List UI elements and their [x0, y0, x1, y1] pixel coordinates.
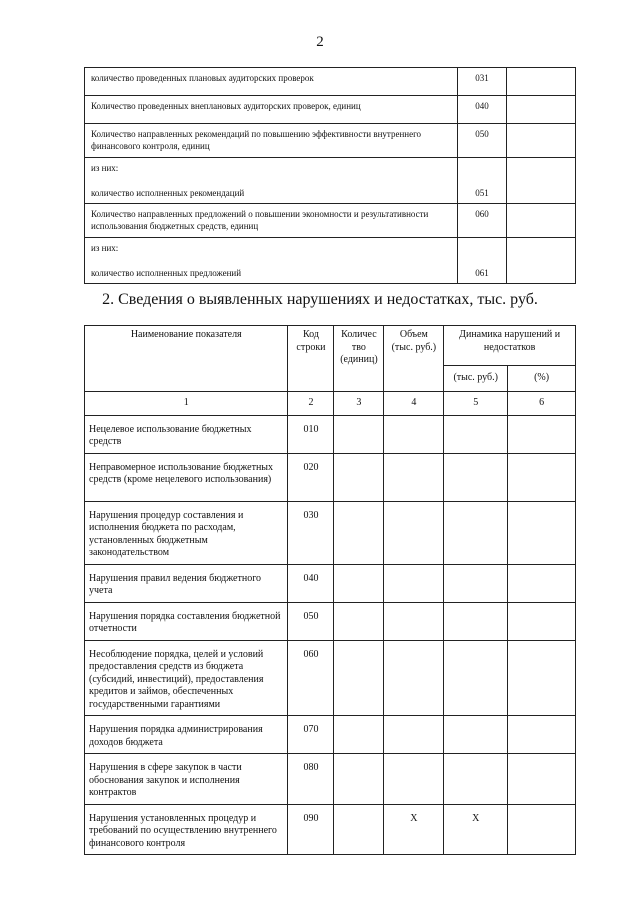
violation-count-cell[interactable]: [334, 564, 384, 602]
violation-row: [85, 564, 576, 602]
violation-name: Нарушения правил ведения бюджетного учета: [85, 564, 288, 602]
audit-row-label: Количество направленных рекомендаций по повышению эффективности внутреннего финансового контроля, единиц: [85, 124, 458, 158]
audit-row-code: [458, 158, 507, 180]
violations-table: [84, 325, 576, 855]
audit-row-label: количество исполненных предложений: [85, 260, 458, 284]
violation-row: [85, 501, 576, 564]
violation-volume-cell[interactable]: X: [384, 804, 444, 855]
violation-code: 040: [288, 564, 334, 602]
audit-row-label: из них:: [85, 158, 458, 180]
audit-row-value[interactable]: [507, 96, 576, 124]
audit-row-value[interactable]: [507, 180, 576, 204]
violation-dyn-rub-cell[interactable]: [444, 640, 508, 716]
violation-code: 030: [288, 501, 334, 564]
violation-dyn-pct-cell[interactable]: [508, 501, 576, 564]
audit-row-label: количество исполненных рекомендаций: [85, 180, 458, 204]
col-number: 6: [508, 392, 576, 416]
audit-row: [85, 124, 576, 158]
audit-row-label: из них:: [85, 238, 458, 260]
audit-row: [85, 96, 576, 124]
audit-row-label: Количество проведенных внеплановых аудиторских проверок, единиц: [85, 96, 458, 124]
violation-name: Неправомерное использование бюджетных средств (кроме нецелевого использования): [85, 453, 288, 501]
violation-name: Нарушения процедур составления и исполнения бюджета по расходам, установленных бюджетным законодательством: [85, 501, 288, 564]
violation-dyn-rub-cell[interactable]: [444, 602, 508, 640]
violation-dyn-rub-cell[interactable]: [444, 415, 508, 453]
audit-row-value[interactable]: [507, 124, 576, 158]
header-volume: Объем (тыс. руб.): [384, 326, 444, 392]
col-number: 3: [334, 392, 384, 416]
violation-code: 090: [288, 804, 334, 855]
violation-volume-cell[interactable]: [384, 640, 444, 716]
violation-row: [85, 415, 576, 453]
violation-row: [85, 804, 576, 855]
header-code: Код строки: [288, 326, 334, 392]
page-number: 2: [316, 34, 324, 50]
header-dynamics: Динамика нарушений и недостатков: [444, 326, 576, 366]
violation-code: 070: [288, 716, 334, 754]
violation-count-cell[interactable]: [334, 501, 384, 564]
violation-code: 010: [288, 415, 334, 453]
header-count: Количес тво (единиц): [334, 326, 384, 392]
violation-code: 050: [288, 602, 334, 640]
violation-count-cell[interactable]: [334, 640, 384, 716]
audit-row-value[interactable]: [507, 204, 576, 238]
audit-row: [85, 180, 576, 204]
violation-dyn-pct-cell[interactable]: [508, 602, 576, 640]
audit-row-code: [458, 238, 507, 260]
violation-count-cell[interactable]: [334, 804, 384, 855]
violation-name: Нарушения порядка составления бюджетной отчетности: [85, 602, 288, 640]
col-number: 2: [288, 392, 334, 416]
violation-dyn-rub-cell[interactable]: [444, 716, 508, 754]
violation-volume-cell[interactable]: [384, 501, 444, 564]
audit-row: [85, 158, 576, 180]
violation-name: Нецелевое использование бюджетных средств: [85, 415, 288, 453]
violation-count-cell[interactable]: [334, 754, 384, 805]
violation-count-cell[interactable]: [334, 716, 384, 754]
violation-count-cell[interactable]: [334, 602, 384, 640]
violation-code: 020: [288, 453, 334, 501]
audit-row-label: количество проведенных плановых аудиторских проверок: [85, 68, 458, 96]
violation-name: Нарушения установленных процедур и требований по осуществлению внутреннего финансового контроля: [85, 804, 288, 855]
violation-code: 060: [288, 640, 334, 716]
audit-counts-table: [84, 67, 576, 284]
violation-row: [85, 453, 576, 501]
violation-volume-cell[interactable]: [384, 602, 444, 640]
violation-row: [85, 754, 576, 805]
violation-count-cell[interactable]: [334, 453, 384, 501]
col-number: 5: [444, 392, 508, 416]
col-number: 4: [384, 392, 444, 416]
audit-row-value[interactable]: [507, 68, 576, 96]
audit-row: [85, 204, 576, 238]
audit-row-label: Количество направленных предложений о повышении экономности и результативности использования бюджетных средств, единиц: [85, 204, 458, 238]
violation-count-cell[interactable]: [334, 415, 384, 453]
audit-row-value[interactable]: [507, 260, 576, 284]
violation-volume-cell[interactable]: [384, 716, 444, 754]
violation-dyn-pct-cell[interactable]: [508, 716, 576, 754]
violation-dyn-pct-cell[interactable]: [508, 415, 576, 453]
header-name: Наименование показателя: [85, 326, 288, 392]
violation-dyn-rub-cell[interactable]: [444, 453, 508, 501]
violation-dyn-rub-cell[interactable]: X: [444, 804, 508, 855]
violation-dyn-pct-cell[interactable]: [508, 640, 576, 716]
violation-volume-cell[interactable]: [384, 564, 444, 602]
violation-row: [85, 716, 576, 754]
violation-volume-cell[interactable]: [384, 453, 444, 501]
audit-row-code: 040: [458, 96, 507, 124]
audit-row: [85, 260, 576, 284]
header-dyn-pct: (%): [508, 366, 576, 392]
violation-dyn-pct-cell[interactable]: [508, 564, 576, 602]
violation-name: Несоблюдение порядка, целей и условий предоставления средств из бюджета (субсидий, инвестиций), предоставления кредитов и займов, обеспеченных государственными гарантиями: [85, 640, 288, 716]
col-number: 1: [85, 392, 288, 416]
violation-row: [85, 640, 576, 716]
violation-dyn-pct-cell[interactable]: [508, 754, 576, 805]
audit-row: [85, 238, 576, 260]
audit-row-code: 060: [458, 204, 507, 238]
audit-row: [85, 68, 576, 96]
violation-volume-cell[interactable]: [384, 754, 444, 805]
violation-row: [85, 602, 576, 640]
audit-row-code: 051: [458, 180, 507, 204]
violation-dyn-rub-cell[interactable]: [444, 564, 508, 602]
audit-row-code: 031: [458, 68, 507, 96]
section-title: 2. Сведения о выявленных нарушениях и недостатках, тыс. руб.: [102, 291, 538, 308]
violation-code: 080: [288, 754, 334, 805]
violation-name: Нарушения в сфере закупок в части обоснования закупок и исполнения контрактов: [85, 754, 288, 805]
audit-row-value[interactable]: [507, 238, 576, 260]
audit-row-value[interactable]: [507, 158, 576, 180]
audit-row-code: 050: [458, 124, 507, 158]
violation-dyn-rub-cell[interactable]: [444, 501, 508, 564]
violation-volume-cell[interactable]: [384, 415, 444, 453]
violation-dyn-rub-cell[interactable]: [444, 754, 508, 805]
header-dyn-rub: (тыс. руб.): [444, 366, 508, 392]
violation-name: Нарушения порядка администрирования доходов бюджета: [85, 716, 288, 754]
violation-dyn-pct-cell[interactable]: [508, 804, 576, 855]
audit-row-code: 061: [458, 260, 507, 284]
column-numbers-row: [85, 392, 576, 416]
violation-dyn-pct-cell[interactable]: [508, 453, 576, 501]
